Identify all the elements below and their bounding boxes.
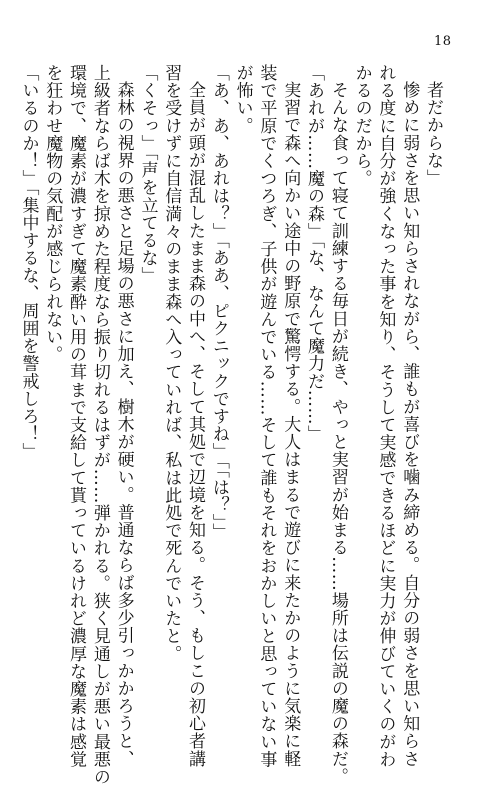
- text-line: 環境で、魔素が濃すぎて魔素酔い用の茸まで支給して貰っているけれど濃厚な魔素は感覚: [66, 64, 87, 768]
- text-line: 習を受けずに自信満々のまま森へ入っていれば、私は此処で死んでいたと。: [161, 64, 182, 663]
- text-line: 「いるのか！」「集中するな、周囲を警戒しろ！」: [18, 64, 39, 461]
- text-line: 装で平原でくつろぎ、子供が遊んでいる……そして誰もそれをおかしいと思っていない事: [256, 64, 277, 768]
- text-line: 「くそっ」「声を立てるな」: [137, 64, 158, 285]
- text-line: かるのだから。: [351, 64, 372, 188]
- text-line: そんな食って寝て訓練する毎日が続き、やっと実習が始まる……場所は伝説の魔の森だ。: [327, 81, 348, 785]
- text-line: 「あれが……魔の森」「な、なんて魔力だ……」: [304, 64, 325, 443]
- text-line: 実習で森へ向かい途中の野原で驚愕する。大人はまるで遊びに来たかのように気楽に軽: [280, 81, 301, 768]
- text-line: 者だからな」: [423, 81, 443, 187]
- body-text: [18, 64, 444, 786]
- text-line: れる度に自分が強くなった事を知り、そうして実感できるほどに実力が伸びていくのがわ: [375, 64, 396, 768]
- text-line: 「あ、あ、あれは？」「ああ、ピクニックですね」「「は？」」: [208, 64, 229, 541]
- text-line: が怖い。: [232, 64, 253, 135]
- text-line: 上級者ならば木を掠めた程度なら振り切れるはずが……弾かれる。狭く見通しが悪い最悪の: [89, 64, 110, 786]
- text-line: を狂わせ魔物の気配が感じられない。: [42, 64, 63, 364]
- text-line: 全員が頭が混乱したまま森の中へ、そして其処で辺境を知る。そう、もしこの初心者講: [185, 81, 206, 768]
- page-number: 18: [434, 34, 452, 49]
- text-line: 森林の視界の悪さと足場の悪さに加え、樹木が硬い。普通ならば多少引っかかろうと、: [113, 81, 134, 768]
- text-line: 惨めに弱さを思い知らされながら、誰もが喜びを噛み締める。自分の弱さを思い知らさ: [399, 81, 420, 768]
